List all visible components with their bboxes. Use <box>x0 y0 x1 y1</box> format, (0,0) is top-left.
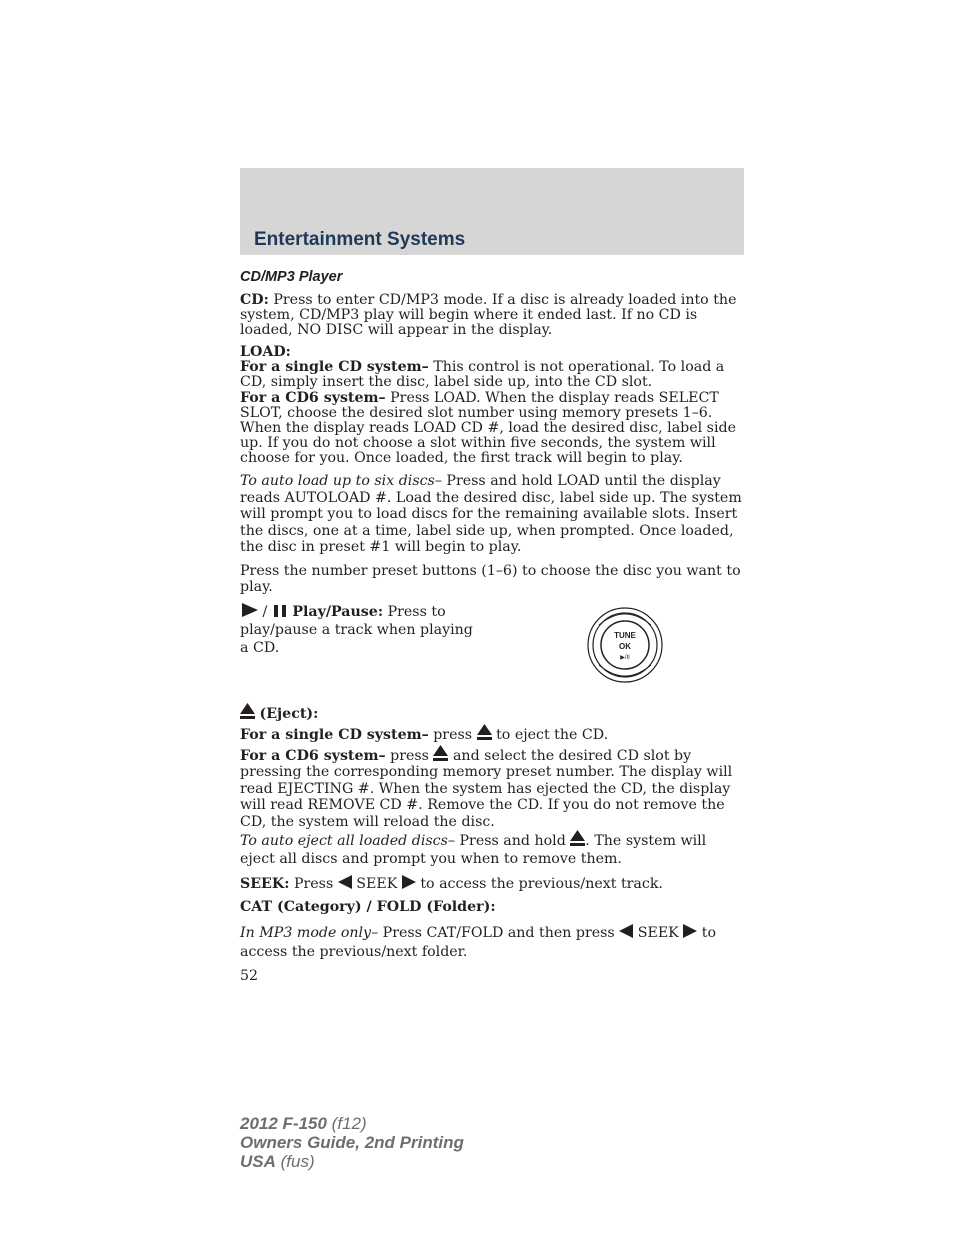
eject-auto-pre: – Press and hold <box>447 833 571 850</box>
right-triangle-icon <box>402 875 416 889</box>
page-number: 52 <box>240 968 259 985</box>
eject-single-post: to eject the CD. <box>491 726 609 743</box>
eject-auto-paragraph <box>240 830 744 868</box>
load-cd6-text: Press LOAD. When the display reads SELECT SLOT, choose the desired slot number using memory presets 1–6. When the display reads LOAD CD #, load the desired disc, label side up. If you do not choose a slot within five seconds, the system will choose for you. Once loaded, the first track will begin to play. <box>240 389 736 466</box>
cat-label: CAT (Category) / FOLD (Folder): <box>240 899 496 916</box>
play-pause-text: Press to play/pause a track when playing a CD. <box>240 603 473 656</box>
cd-text: Press to enter CD/MP3 mode. If a disc is already loaded into the system, CD/MP3 play will begin where it ended last. If no CD is loaded, NO DISC will appear in the display. <box>240 292 737 339</box>
footer-guide-title: Owners Guide, 2nd Printing <box>240 1133 464 1152</box>
play-triangle-icon <box>240 603 258 617</box>
eject-cd6-pre: press <box>385 747 434 764</box>
document-footer <box>240 1114 464 1171</box>
seek-pre: Press <box>289 876 338 893</box>
left-triangle-icon <box>338 875 352 889</box>
document-body <box>240 268 744 984</box>
preset-paragraph <box>240 563 744 596</box>
load-single-label: For a single CD system– <box>240 359 429 376</box>
footer-line-2 <box>240 1133 464 1152</box>
cat-heading <box>240 900 744 915</box>
seek-mid: SEEK <box>351 876 402 893</box>
eject-icon <box>433 745 448 761</box>
cd-label: CD: <box>240 292 269 308</box>
footer-line-3 <box>240 1152 464 1171</box>
seek-paragraph <box>240 874 744 894</box>
eject-single-paragraph <box>240 724 744 745</box>
eject-icon <box>570 830 585 846</box>
preset-text: Press the number preset buttons (1–6) to choose the disc you want to play. <box>240 562 741 596</box>
page-title: Entertainment Systems <box>254 229 466 250</box>
cat-mode-label: In MP3 mode only <box>240 925 372 942</box>
load-cd6-label: For a CD6 system– <box>240 389 386 406</box>
autoload-label: To auto load up to six discs <box>240 473 435 490</box>
eject-cd6-label: For a CD6 system– <box>240 747 386 764</box>
eject-auto-label: To auto eject all loaded discs <box>240 833 448 850</box>
load-single-paragraph <box>240 360 744 390</box>
footer-model-code: (f12) <box>326 1114 367 1133</box>
section-title: CD/MP3 Player <box>240 269 343 285</box>
knob-label-ok: OK <box>619 641 631 651</box>
knob-label-tune: TUNE <box>614 630 636 640</box>
cat-pre: – Press CAT/FOLD and then press <box>371 925 620 942</box>
play-separator: / <box>258 603 272 620</box>
cd-paragraph <box>240 293 744 338</box>
tune-ok-knob-icon <box>585 605 665 685</box>
load-heading <box>240 345 744 360</box>
footer-region-code: (fus) <box>275 1152 315 1171</box>
autoload-text: – Press and hold LOAD until the display reads AUTOLOAD #. Load the desired disc, label side up. The system will prompt you to load discs for the remaining available slots. Insert the discs, one at a time, label side up, when prompted. Once loaded, the disc in preset #1 will begin to play. <box>240 473 742 556</box>
play-pause-row <box>240 603 744 703</box>
eject-icon <box>240 703 255 719</box>
seek-label: SEEK: <box>240 876 290 893</box>
eject-label: (Eject): <box>259 705 319 722</box>
load-label: LOAD: <box>240 344 291 361</box>
cat-paragraph <box>240 924 744 962</box>
cat-mid: SEEK <box>633 925 684 942</box>
knob-label-playpause: ▶/II <box>620 654 630 661</box>
seek-post: to access the previous/next track. <box>415 876 663 893</box>
right-triangle-icon <box>683 924 697 938</box>
eject-cd6-post: and select the desired CD slot by pressing the corresponding memory preset number. The display will read EJECTING #. When the system has ejected the CD, the display will read REMOVE CD #. Remove the CD. If you do not remove the CD, the system will reload the disc. <box>240 747 733 830</box>
eject-single-label: For a single CD system– <box>240 726 429 743</box>
play-pause-label: Play/Pause: <box>292 603 384 620</box>
eject-auto-post: . The system will eject all discs and prompt you when to remove them. <box>240 833 707 868</box>
footer-line-1 <box>240 1114 464 1133</box>
section-header-band <box>240 168 744 255</box>
load-single-text: This control is not operational. To load a CD, simply insert the disc, label side up, into the CD slot. <box>240 359 725 391</box>
eject-heading <box>240 703 744 724</box>
load-cd6-paragraph <box>240 391 744 466</box>
left-triangle-icon <box>619 924 633 938</box>
cat-post: to access the previous/next folder. <box>240 925 717 961</box>
autoload-paragraph <box>240 473 744 556</box>
play-pause-paragraph <box>240 603 480 657</box>
eject-icon <box>477 724 492 740</box>
eject-single-pre: press <box>428 726 477 743</box>
pause-bars-icon <box>272 604 288 617</box>
eject-cd6-paragraph <box>240 745 744 831</box>
footer-model: 2012 F-150 <box>240 1114 327 1133</box>
footer-region: USA <box>240 1152 276 1171</box>
